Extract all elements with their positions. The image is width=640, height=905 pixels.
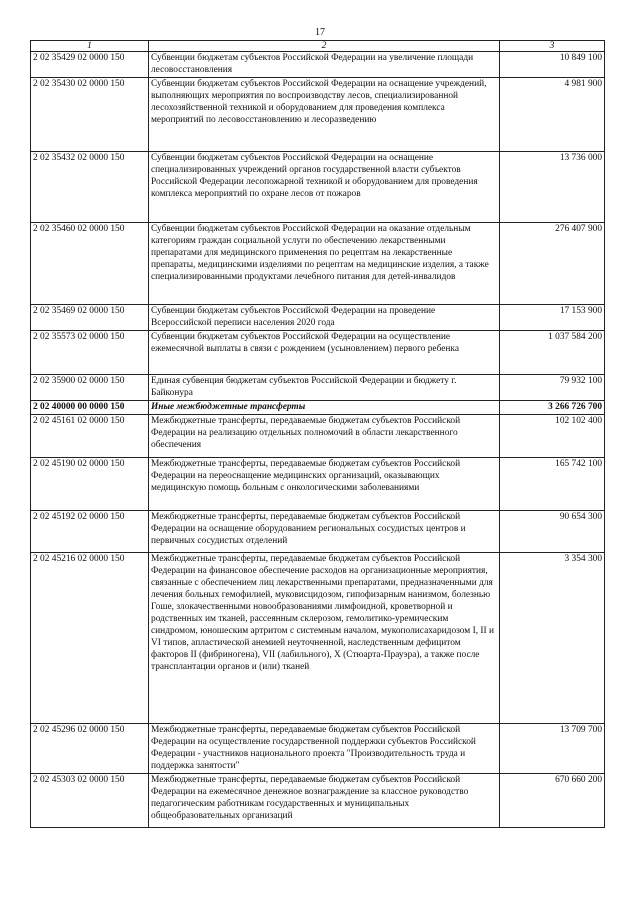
row-code: 2 02 35460 02 0000 150 — [31, 223, 149, 305]
row-amount: 13 709 700 — [500, 724, 605, 774]
row-code: 2 02 35900 02 0000 150 — [31, 375, 149, 401]
table-row — [31, 152, 605, 223]
row-amount: 13 736 000 — [500, 152, 605, 223]
row-name: Субвенции бюджетам субъектов Российской Федерации на оснащение специализированных учреждений органов государственной власти субъектов Российской Федерации лесопожарной техникой и оборудованием для проведения комплекса мероприятий по охране лесов от пожаров — [149, 152, 500, 223]
row-name: Межбюджетные трансферты, передаваемые бюджетам субъектов Российской Федерации на финансовое обеспечение расходов на организационные мероприятия, связанные с обеспечением лиц лекарственными препаратами, предназначенными для лечения больных гемофилией, муковисцидозом, гипофизарным нанизмом, болезнью Гоше, злокачественными новообразованиями лимфоидной, кроветворной и родственных им тканей, рассеянным склерозом, гемолитико-уремическим синдромом, юношеским артритом с системным началом, мукополисахаридозом I, II и VI типов, апластической анемией неуточненной, наследственным дефицитом факторов II (фибриногена), VII (лабильного), X (Стюарта-Прауэра), а также после трансплантации органов и (или) тканей — [149, 553, 500, 724]
row-code: 2 02 45216 02 0000 150 — [31, 553, 149, 724]
row-code: 2 02 35469 02 0000 150 — [31, 305, 149, 331]
row-code: 2 02 45303 02 0000 150 — [31, 774, 149, 828]
row-amount: 1 037 584 200 — [500, 331, 605, 375]
table-row — [31, 52, 605, 78]
table-row — [31, 401, 605, 415]
row-code: 2 02 35429 02 0000 150 — [31, 52, 149, 78]
row-name: Субвенции бюджетам субъектов Российской Федерации на проведение Всероссийской переписи населения 2020 года — [149, 305, 500, 331]
row-code: 2 02 40000 00 0000 150 — [31, 401, 149, 415]
row-code: 2 02 45161 02 0000 150 — [31, 415, 149, 458]
row-code: 2 02 35430 02 0000 150 — [31, 78, 149, 152]
table-row — [31, 415, 605, 458]
row-name: Единая субвенция бюджетам субъектов Российской Федерации и бюджету г. Байконура — [149, 375, 500, 401]
row-name: Межбюджетные трансферты, передаваемые бюджетам субъектов Российской Федерации на осуществление государственной поддержки субъектов Российской Федерации - участников национального проекта "Производительность труда и поддержка занятости" — [149, 724, 500, 774]
row-name: Иные межбюджетные трансферты — [149, 401, 500, 415]
table-row — [31, 774, 605, 828]
row-code: 2 02 45296 02 0000 150 — [31, 724, 149, 774]
row-name: Межбюджетные трансферты, передаваемые бюджетам субъектов Российской Федерации на ежемесячное денежное вознаграждение за классное руководство педагогическим работникам государственных и муниципальных общеобразовательных организаций — [149, 774, 500, 828]
row-name: Межбюджетные трансферты, передаваемые бюджетам субъектов Российской Федерации на реализацию отдельных полномочий в области лекарственного обеспечения — [149, 415, 500, 458]
row-code: 2 02 35573 02 0000 150 — [31, 331, 149, 375]
budget-table — [30, 40, 605, 828]
row-amount: 4 981 900 — [500, 78, 605, 152]
row-code: 2 02 45190 02 0000 150 — [31, 458, 149, 511]
row-name: Субвенции бюджетам субъектов Российской Федерации на оснащение учреждений, выполняющих мероприятия по воспроизводству лесов, специализированной лесохозяйственной техникой и оборудованием для проведения комплекса мероприятий по лесовосстановлению и лесоразведению — [149, 78, 500, 152]
row-amount: 276 407 900 — [500, 223, 605, 305]
table-row — [31, 305, 605, 331]
row-name: Субвенции бюджетам субъектов Российской Федерации на осуществление ежемесячной выплаты в связи с рождением (усыновлением) первого ребенка — [149, 331, 500, 375]
table-row — [31, 375, 605, 401]
row-code: 2 02 45192 02 0000 150 — [31, 511, 149, 553]
table-row — [31, 331, 605, 375]
row-name: Межбюджетные трансферты, передаваемые бюджетам субъектов Российской Федерации на оснащение оборудованием региональных сосудистых центров и первичных сосудистых отделений — [149, 511, 500, 553]
row-amount: 10 849 100 — [500, 52, 605, 78]
table-row — [31, 553, 605, 724]
table-row — [31, 511, 605, 553]
row-name: Субвенции бюджетам субъектов Российской Федерации на оказание отдельным категориям граждан социальной услуги по обеспечению лекарственными препаратами для медицинского применения по рецептам на лекарственные препараты, медицинскими изделиями по рецептам на медицинские изделия, а также специализированными продуктами лечебного питания для детей-инвалидов — [149, 223, 500, 305]
table-row — [31, 78, 605, 152]
header-col-2: 2 — [149, 41, 500, 52]
table-row — [31, 458, 605, 511]
row-name: Межбюджетные трансферты, передаваемые бюджетам субъектов Российской Федерации на переоснащение медицинских организаций, оказывающих медицинскую помощь больным с онкологическими заболеваниями — [149, 458, 500, 511]
row-amount: 90 654 300 — [500, 511, 605, 553]
row-amount: 17 153 900 — [500, 305, 605, 331]
row-amount: 3 266 726 700 — [500, 401, 605, 415]
row-amount: 3 354 300 — [500, 553, 605, 724]
header-col-3: 3 — [500, 41, 605, 52]
row-amount: 79 932 100 — [500, 375, 605, 401]
table-row — [31, 223, 605, 305]
table-header-row — [31, 41, 605, 52]
row-amount: 670 660 200 — [500, 774, 605, 828]
row-name: Субвенции бюджетам субъектов Российской Федерации на увеличение площади лесовосстановления — [149, 52, 500, 78]
row-amount: 165 742 100 — [500, 458, 605, 511]
header-col-1: 1 — [31, 41, 149, 52]
page-number: 17 — [315, 27, 325, 38]
row-code: 2 02 35432 02 0000 150 — [31, 152, 149, 223]
row-amount: 102 102 400 — [500, 415, 605, 458]
table-row — [31, 724, 605, 774]
